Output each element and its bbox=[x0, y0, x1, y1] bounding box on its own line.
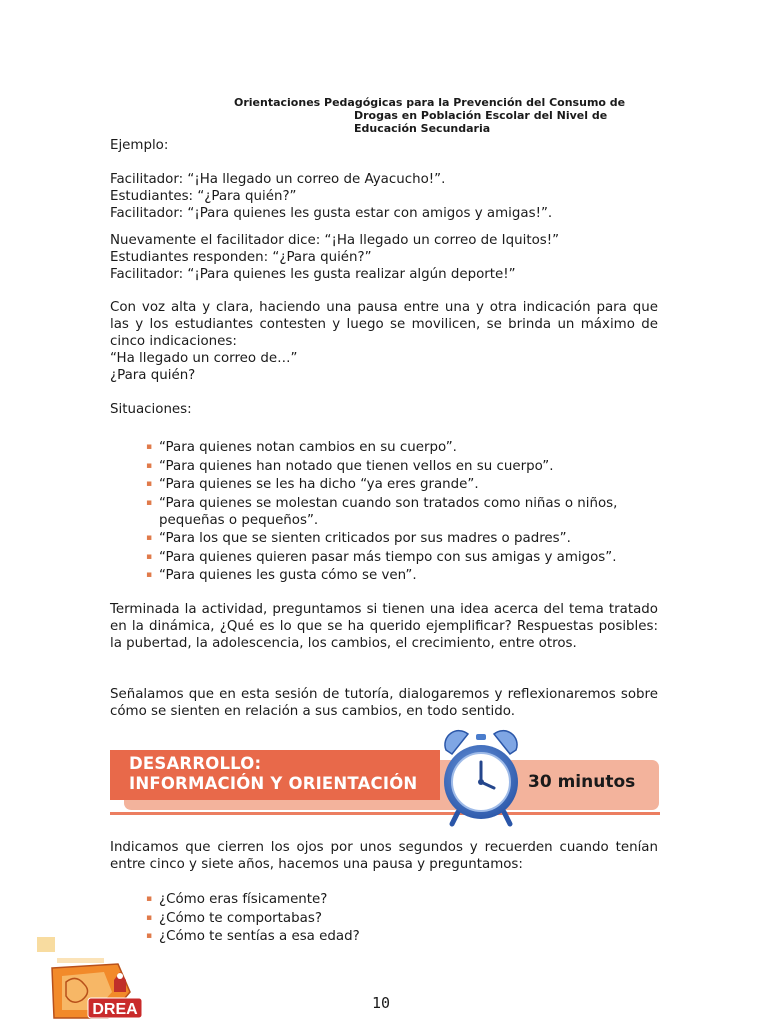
development-paragraph: Indicamos que cierren los ojos por unos segundos y recuerden cuando tenían entre cinco y siete años, hacemos una pausa y preguntamos: bbox=[110, 840, 658, 872]
banner-rule bbox=[110, 812, 660, 815]
page-number: 10 bbox=[372, 994, 391, 1012]
list-item: ▪ ¿Cómo eras físicamente? bbox=[146, 891, 666, 908]
drea-logo bbox=[48, 962, 146, 1020]
banner-title bbox=[129, 754, 417, 794]
list-item: ▪ “Para quienes se molestan cuando son tratados como niñas o niños, pequeñas o pequeños”. bbox=[146, 495, 664, 529]
instructions-paragraph: Con voz alta y clara, haciendo una pausa entre una y otra indicación para que las y los estudiantes contesten y luego se movilicen, se brinda un máximo de cinco indicaciones: bbox=[110, 300, 658, 349]
list-item: ▪ “Para quienes quieren pasar más tiempo con sus amigas y amigos”. bbox=[146, 549, 666, 566]
dialogue-2 bbox=[110, 232, 658, 283]
dialogue-line: Facilitador: “¡Para quienes les gusta estar con amigos y amigas!”. bbox=[110, 206, 553, 221]
header-line-1: Orientaciones Pedagógicas para la Prevención del Consumo de bbox=[234, 96, 626, 109]
closing-paragraph-1: Terminada la actividad, preguntamos si tienen una idea acerca del tema tratado en la dinámica, ¿Qué es lo que se ha querido ejemplificar? Respuestas posibles: la pubertad, la adolescencia, los cambios, el crecimiento, entre otros. bbox=[110, 602, 658, 651]
questions-list bbox=[146, 891, 666, 947]
dialogue-line: Facilitador: “¡Ha llegado un correo de Ayacucho!”. bbox=[110, 172, 446, 187]
instructions-line-b: ¿Para quién? bbox=[110, 368, 196, 383]
closing-paragraph-2: Señalamos que en esta sesión de tutoría, dialogaremos y reflexionaremos sobre cómo se sienten en relación a sus cambios, en todo sentido. bbox=[110, 687, 658, 719]
list-item: ▪ “Para quienes han notado que tienen vellos en su cuerpo”. bbox=[146, 458, 666, 475]
dialogue-line: Nuevamente el facilitador dice: “¡Ha llegado un correo de Iquitos!” bbox=[110, 233, 560, 248]
list-item: ▪ ¿Cómo te sentías a esa edad? bbox=[146, 928, 666, 945]
dialogue-line: Facilitador: “¡Para quienes les gusta realizar algún deporte!” bbox=[110, 267, 516, 282]
logo-text: DREA bbox=[92, 1001, 138, 1018]
alarm-clock-icon bbox=[438, 726, 524, 830]
list-item: ▪ “Para quienes les gusta cómo se ven”. bbox=[146, 567, 666, 584]
list-item: ▪ “Para los que se sienten criticados por sus madres o padres”. bbox=[146, 530, 666, 547]
banner-title-line-1: DESARROLLO: bbox=[129, 754, 262, 773]
situations-list bbox=[146, 439, 666, 586]
list-item: ▪ “Para quienes notan cambios en su cuerpo”. bbox=[146, 439, 666, 456]
document-header bbox=[234, 96, 654, 135]
situations-heading: Situaciones: bbox=[110, 402, 192, 417]
list-item: ▪ ¿Cómo te comportabas? bbox=[146, 910, 666, 927]
section-banner bbox=[110, 748, 660, 820]
instructions-line-a: “Ha llegado un correo de…” bbox=[110, 351, 298, 366]
dialogue-line: Estudiantes responden: “¿Para quién?” bbox=[110, 250, 372, 265]
banner-duration: 30 minutos bbox=[528, 772, 636, 792]
dialogue-1 bbox=[110, 171, 658, 222]
list-item: ▪ “Para quienes se les ha dicho “ya eres grande”. bbox=[146, 476, 666, 493]
banner-title-line-2: INFORMACIÓN Y ORIENTACIÓN bbox=[129, 774, 418, 793]
header-line-2: Drogas en Población Escolar del Nivel de bbox=[354, 109, 608, 122]
example-heading: Ejemplo: bbox=[110, 138, 169, 153]
dialogue-line: Estudiantes: “¿Para quién?” bbox=[110, 189, 297, 204]
header-line-3: Educación Secundaria bbox=[354, 122, 491, 135]
decorative-square bbox=[37, 937, 55, 952]
